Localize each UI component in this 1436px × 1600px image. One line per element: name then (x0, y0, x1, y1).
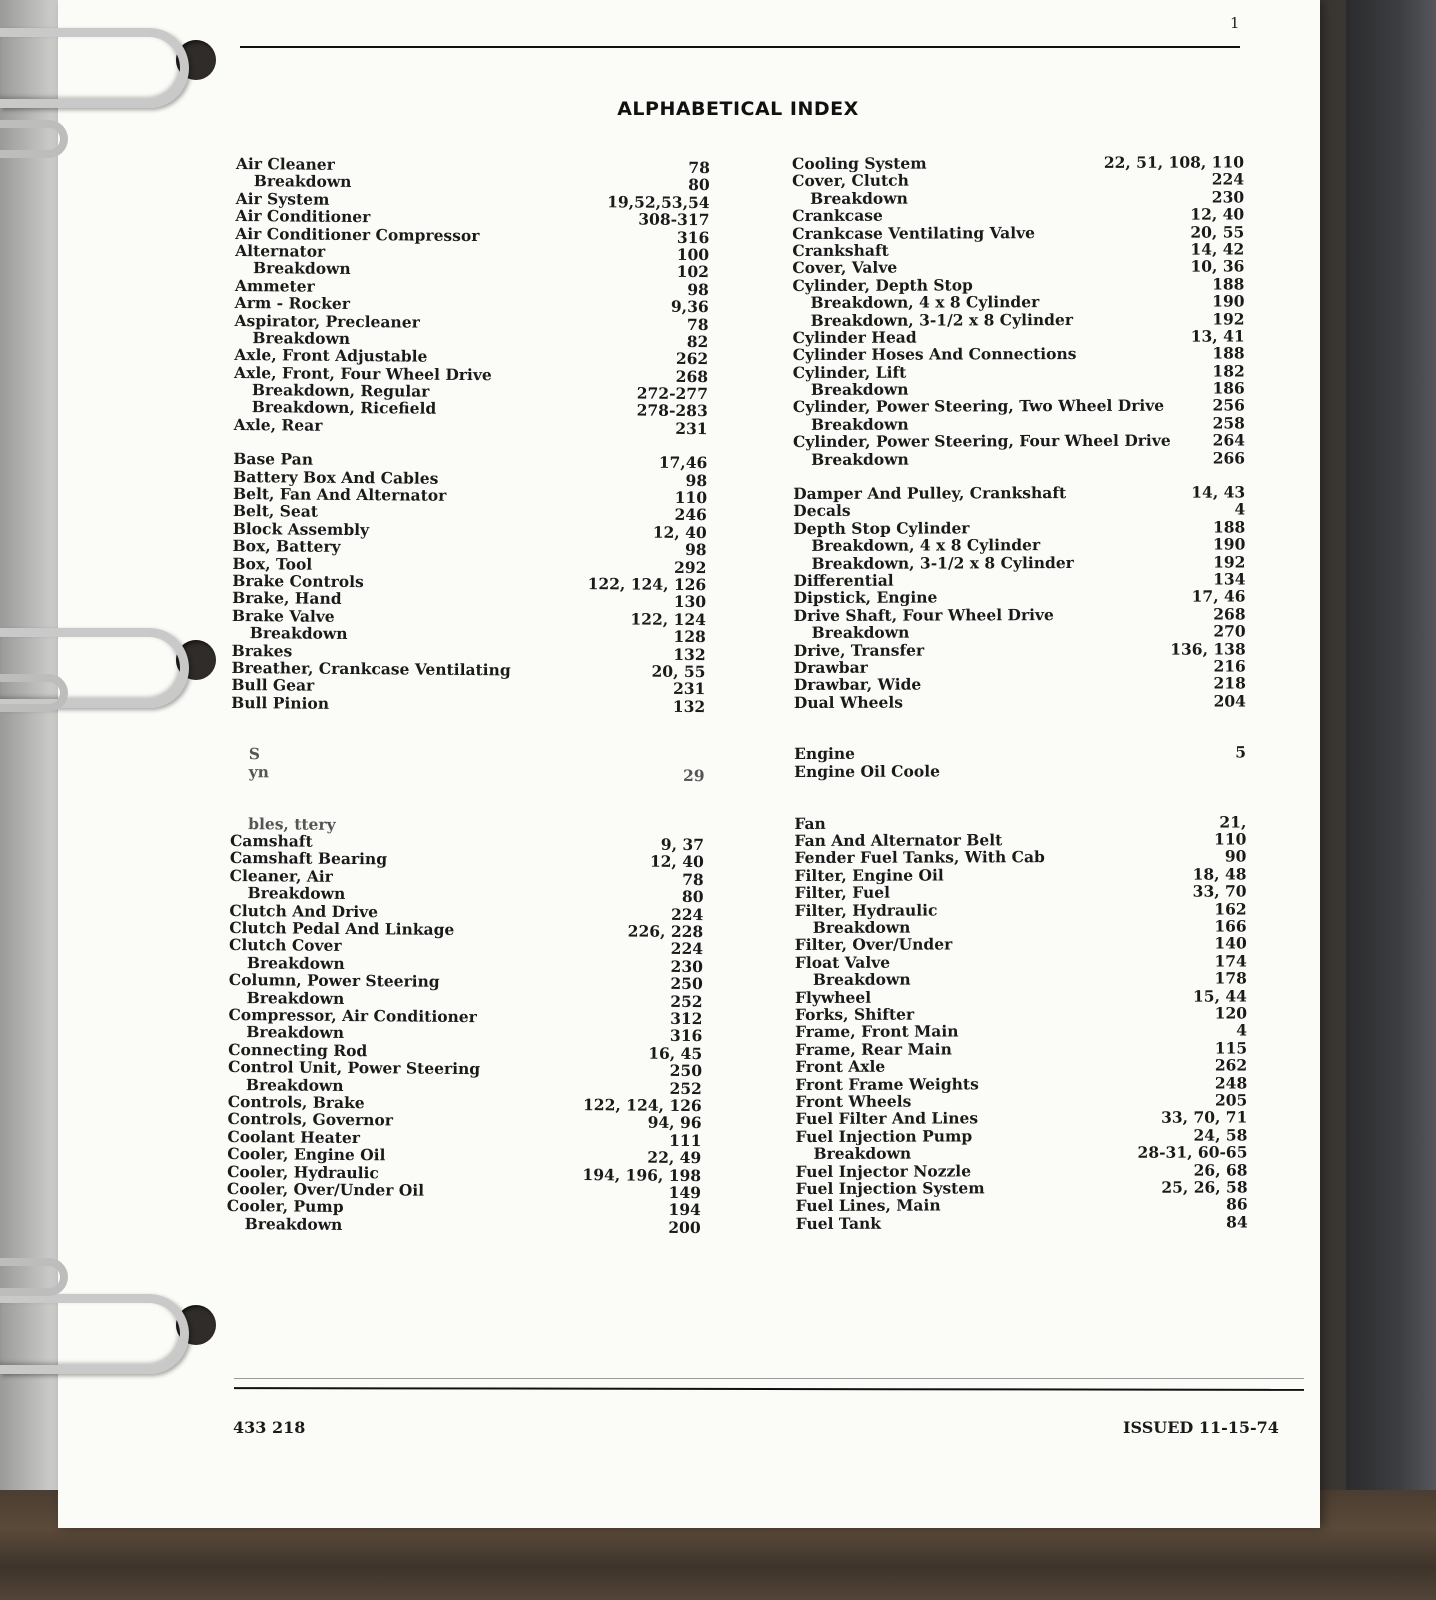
index-page-ref: 122, 124 (630, 609, 707, 629)
index-term: Battery Box And Cables (233, 466, 439, 488)
index-page-ref: 248 (1214, 1072, 1248, 1093)
index-term: Ammeter (234, 275, 315, 296)
index-entry (795, 1057, 1247, 1076)
index-term: Breakdown (810, 414, 909, 434)
index-term: Fan (794, 813, 826, 833)
index-entry (794, 657, 1246, 676)
index-term: Fuel Injector Nozzle (795, 1160, 972, 1181)
index-term: Clutch Cover (229, 935, 342, 956)
index-page-ref: 230 (1211, 187, 1245, 207)
index-term: Axle, Front, Four Wheel Drive (234, 362, 492, 384)
document-number: 433 218 (233, 1418, 306, 1437)
index-term: Fuel Filter And Lines (795, 1108, 979, 1129)
index-term: Cover, Clutch (792, 170, 909, 191)
index-term: Breakdown (812, 969, 911, 990)
index-entry (231, 694, 705, 716)
index-term: Filter, Engine Oil (794, 865, 944, 885)
header-rule (240, 46, 1240, 48)
index-term: Front Wheels (795, 1091, 912, 1111)
binder-ring (0, 674, 68, 712)
index-term: S (248, 744, 261, 764)
index-page-ref: 262 (1214, 1055, 1248, 1075)
index-page-ref: 33, 70 (1192, 881, 1247, 901)
index-term: Crankcase (792, 205, 883, 226)
index-term: Decals (793, 501, 851, 521)
index-page-ref: 4 (1236, 1020, 1248, 1040)
index-page-ref: 250 (669, 1060, 703, 1081)
index-term: Breakdown (245, 1074, 344, 1095)
index-page-ref: 200 (668, 1217, 701, 1237)
index-page-ref: 182 (1212, 361, 1245, 381)
index-entry (794, 692, 1246, 711)
index-term: Engine (794, 743, 856, 764)
index-entry (795, 987, 1247, 1006)
index-page-ref: 111 (668, 1130, 702, 1150)
index-page-ref: 13, 41 (1190, 326, 1245, 346)
index-entry (227, 1215, 701, 1237)
index-page-ref: 78 (686, 314, 709, 334)
index-entry (793, 310, 1245, 329)
index-entry (792, 153, 1244, 172)
index-term: Frame, Front Main (795, 1021, 959, 1042)
index-term: Crankcase Ventilating Valve (792, 222, 1035, 243)
index-term: Breakdown (246, 952, 345, 973)
index-page-ref: 78 (682, 869, 704, 889)
index-page-ref: 12, 40 (649, 852, 704, 872)
index-term: Breakdown (252, 328, 351, 348)
index-term: Compressor, Air Conditioner (228, 1004, 477, 1027)
binder-ring (0, 1294, 189, 1374)
index-entry (794, 865, 1246, 884)
index-page-ref: 110 (1213, 829, 1247, 849)
footer-rule-light (234, 1378, 1304, 1379)
index-page-ref: 102 (676, 262, 710, 282)
index-page-ref: 278-283 (636, 400, 708, 421)
index-page-ref: 246 (674, 505, 707, 525)
index-term: Cover, Valve (792, 257, 898, 278)
index-entry (795, 917, 1247, 936)
index-page-ref: 272-277 (636, 383, 709, 404)
index-term: Forks, Shifter (794, 1004, 915, 1024)
index-entry (794, 710, 1246, 763)
index-page-ref: 192 (1213, 552, 1246, 572)
index-page-ref: 33, 70, 71 (1161, 1107, 1248, 1128)
index-entry (793, 432, 1245, 451)
index-entry (794, 640, 1246, 659)
index-term: Breakdown (252, 258, 351, 279)
index-entry (795, 1004, 1247, 1023)
index-term: Depth Stop Cylinder (793, 518, 970, 538)
index-term: Breakdown, Ricefield (251, 397, 437, 419)
index-entry (794, 796, 1246, 815)
index-page-ref: 312 (670, 1008, 703, 1029)
index-page-ref: 20, 55 (1190, 221, 1245, 242)
index-term: Breakdown, Regular (251, 380, 430, 401)
index-term: Brake Valve (231, 605, 335, 626)
index-term: Aspirator, Precleaner (234, 310, 420, 332)
index-entry (793, 501, 1245, 520)
index-term: Drive Shaft, Four Wheel Drive (793, 604, 1054, 625)
index-term: Brakes (231, 640, 293, 661)
index-term: Breakdown (246, 1022, 345, 1043)
index-entry (794, 675, 1246, 694)
index-term: Connecting Rod (228, 1039, 368, 1060)
index-entry (794, 761, 1246, 780)
binder-cover-right (1346, 0, 1436, 1500)
index-term: Breather, Crankcase Ventilating (231, 657, 511, 680)
index-page-ref: 188 (1212, 274, 1245, 294)
index-term: Cooler, Hydraulic (227, 1161, 379, 1182)
index-page-ref: 132 (672, 696, 706, 716)
index-page-ref: 82 (686, 331, 709, 352)
index-term: Camshaft Bearing (229, 848, 388, 869)
index-page-ref: 250 (670, 974, 703, 994)
index-term: Breakdown (253, 171, 352, 192)
index-entry (793, 362, 1245, 381)
index-term: Cooler, Over/Under Oil (226, 1178, 425, 1200)
index-entry (795, 935, 1247, 954)
index-term: Arm - Rocker (234, 293, 351, 314)
index-entry (792, 206, 1244, 225)
index-page-ref: 136, 138 (1170, 638, 1246, 659)
index-column-right (792, 153, 1248, 1232)
index-page-ref: 115 (1214, 1038, 1248, 1058)
index-page-ref: 174 (1214, 951, 1247, 971)
index-entry (795, 952, 1247, 971)
index-entry (792, 293, 1244, 312)
index-term: Float Valve (794, 952, 891, 972)
index-page-ref: 19,52,53,54 (607, 192, 710, 212)
index-page-ref: 17, 46 (1191, 586, 1246, 606)
index-page-ref: 252 (670, 991, 703, 1011)
index-page-ref: 22, 51, 108, 110 (1103, 152, 1245, 172)
index-page-ref: 190 (1212, 534, 1246, 554)
index-term: Drawbar (793, 657, 868, 677)
index-entry (796, 1213, 1248, 1232)
index-page-ref: 15, 44 (1192, 986, 1247, 1006)
index-term: Breakdown (810, 379, 909, 400)
index-page-ref: 231 (672, 679, 706, 699)
index-entry (792, 188, 1244, 207)
index-term: Breakdown, 4 x 8 Cylinder (810, 292, 1040, 313)
index-term: Fuel Injection System (795, 1178, 985, 1198)
index-term: Breakdown (812, 917, 911, 937)
index-page-ref: 132 (673, 644, 706, 664)
index-page-ref: 178 (1214, 968, 1247, 988)
index-page-ref: 224 (670, 939, 704, 959)
index-term: Front Axle (795, 1056, 886, 1077)
binder-ring (0, 120, 68, 158)
index-term: Differential (793, 570, 894, 590)
index-page-ref: 14, 43 (1191, 482, 1246, 502)
index-term: Base Pan (233, 449, 314, 469)
index-page-ref: 9, 37 (660, 834, 705, 855)
index-term: Breakdown (811, 449, 909, 469)
index-term: Controls, Brake (227, 1091, 365, 1113)
index-page-ref: 84 (1226, 1212, 1248, 1232)
index-entry (794, 813, 1246, 832)
index-page-ref: 149 (668, 1182, 702, 1203)
index-entry (793, 414, 1245, 433)
index-page-ref: 134 (1213, 569, 1246, 589)
index-page-ref: 4 (1234, 499, 1246, 519)
index-page-ref: 122, 124, 126 (582, 1095, 702, 1116)
index-entry (793, 518, 1245, 537)
page-title: ALPHABETICAL INDEX (617, 98, 859, 120)
index-page-ref: 256 (1212, 395, 1245, 416)
index-term: Frame, Rear Main (795, 1039, 952, 1059)
index-page-ref: 20, 55 (651, 661, 706, 682)
index-page-ref: 10, 36 (1190, 256, 1245, 276)
index-entry (796, 1178, 1248, 1197)
index-term: Control Unit, Power Steering (227, 1057, 481, 1079)
index-term: Axle, Front Adjustable (234, 345, 428, 366)
index-term: Axle, Rear (233, 414, 323, 435)
index-page-ref: 292 (673, 557, 707, 577)
index-entry (793, 570, 1245, 589)
index-page-ref: 86 (1226, 1194, 1248, 1214)
index-entry (794, 588, 1246, 607)
index-page-ref: 218 (1213, 673, 1246, 693)
index-page-ref: 224 (670, 904, 704, 924)
index-page-ref: 128 (673, 627, 706, 647)
index-entry (794, 831, 1246, 850)
index-term: Air Conditioner (235, 206, 371, 227)
index-term: Breakdown (246, 987, 345, 1008)
index-term: Cylinder, Power Steering, Four Wheel Drive (792, 430, 1171, 452)
index-page-ref: 98 (684, 540, 707, 560)
index-entry (795, 1109, 1247, 1128)
index-page-ref: 205 (1214, 1090, 1248, 1110)
index-term: Flywheel (794, 987, 872, 1007)
index-page-ref: 29 (682, 765, 705, 785)
index-term: Breakdown (249, 623, 348, 644)
index-page-ref: 166 (1214, 916, 1247, 936)
index-page-ref: 266 (1212, 448, 1246, 468)
index-entry (796, 1196, 1248, 1215)
index-entry (795, 883, 1247, 902)
index-term: Brake Controls (232, 570, 364, 592)
index-page-ref: 21, (1219, 812, 1247, 832)
index-term: Breakdown, 3-1/2 x 8 Cylinder (811, 552, 1074, 573)
index-term: Breakdown, 4 x 8 Cylinder (811, 535, 1041, 556)
index-term: Cylinder, Power Steering, Two Wheel Drive (792, 396, 1165, 417)
index-term: Dual Wheels (793, 692, 904, 712)
index-term: Drawbar, Wide (793, 674, 922, 695)
index-entry (793, 327, 1245, 346)
index-page-ref: 140 (1214, 933, 1247, 953)
index-term: Breakdown (811, 622, 910, 643)
index-term: Breakdown (813, 1143, 912, 1164)
index-entry (231, 711, 705, 767)
index-entry (793, 397, 1245, 416)
index-page-ref: 90 (1224, 846, 1247, 866)
index-entry (793, 379, 1245, 398)
index-term: Dipstick, Engine (793, 587, 938, 608)
index-entry (793, 536, 1245, 555)
index-page-ref: 204 (1213, 691, 1246, 711)
index-entry (793, 466, 1245, 502)
index-page-ref: 94, 96 (647, 1112, 702, 1133)
index-term: Air Cleaner (235, 154, 335, 174)
index-page-ref: 120 (1214, 1003, 1248, 1023)
index-page-ref: 230 (670, 956, 704, 976)
index-term: Crankshaft (792, 240, 889, 260)
index-entry (233, 433, 707, 472)
index-page-ref: 224 (1211, 169, 1245, 189)
index-term: Fan And Alternator Belt (794, 830, 1003, 851)
index-term: Cylinder Hoses And Connections (792, 344, 1077, 365)
index-term: Breakdown (247, 883, 346, 904)
index-page-ref: 316 (676, 227, 710, 247)
index-entry (793, 449, 1245, 468)
index-page-ref: 80 (681, 887, 704, 907)
index-entry (795, 1144, 1247, 1163)
index-term: Fuel Injection Pump (795, 1126, 973, 1146)
index-term: Column, Power Steering (228, 970, 440, 992)
index-page-ref: 9,36 (670, 296, 709, 317)
index-page-ref: 270 (1213, 621, 1246, 641)
index-term: Front Frame Weights (795, 1073, 979, 1094)
index-term: Fuel Tank (795, 1213, 882, 1233)
index-term: Drive, Transfer (793, 640, 925, 660)
index-term: Damper And Pulley, Crankshaft (793, 483, 1067, 504)
index-term: Air Conditioner Compressor (235, 223, 480, 245)
index-entry (795, 1074, 1247, 1093)
index-term: Cleaner, Air (229, 865, 333, 886)
index-page-ref: 262 (675, 349, 709, 369)
index-term: Cooler, Engine Oil (227, 1144, 386, 1165)
index-page-ref: 28-31, 60-65 (1137, 1142, 1248, 1162)
index-term: Controls, Governor (227, 1109, 394, 1130)
issue-date: ISSUED 11-15-74 (1123, 1418, 1279, 1437)
index-entry (792, 171, 1244, 190)
index-page-ref: 316 (669, 1026, 703, 1046)
index-term: Clutch Pedal And Linkage (229, 918, 455, 939)
index-term: Cooling System (791, 153, 927, 173)
index-page-ref: 12, 40 (1190, 204, 1245, 224)
index-term: Bull Pinion (231, 692, 330, 713)
index-entry (792, 275, 1244, 294)
index-term: Breakdown (244, 1213, 343, 1234)
index-page-ref: 194, 196, 198 (582, 1164, 702, 1185)
index-term: Clutch And Drive (229, 900, 379, 921)
index-term: Cooler, Pump (226, 1196, 344, 1217)
index-entry (792, 240, 1244, 259)
index-term: Camshaft (229, 831, 313, 851)
index-term: Filter, Over/Under (794, 934, 953, 955)
index-term: Cylinder, Depth Stop (792, 275, 973, 295)
index-page-ref: 130 (673, 592, 707, 612)
index-page-ref: 190 (1212, 291, 1245, 311)
index-page-ref: 80 (688, 175, 710, 195)
index-entry (793, 345, 1245, 364)
index-entry (795, 900, 1247, 919)
index-entry (794, 848, 1246, 867)
index-term: Cylinder, Lift (792, 362, 907, 382)
index-page-ref: 98 (687, 279, 709, 299)
index-term: Box, Tool (232, 553, 313, 574)
index-page-ref: 188 (1212, 517, 1246, 537)
index-page-ref: 216 (1213, 656, 1246, 676)
index-page-ref: 258 (1212, 413, 1245, 433)
index-entry (794, 778, 1246, 797)
index-term: Cylinder Head (792, 327, 917, 347)
index-page-ref: 186 (1212, 378, 1245, 398)
index-page-ref: 5 (1235, 742, 1247, 762)
index-entry (794, 605, 1246, 624)
index-term: Air System (235, 188, 330, 209)
index-term: bles, ttery (248, 813, 336, 834)
index-term: Filter, Fuel (794, 882, 890, 903)
index-page-ref: 192 (1212, 308, 1245, 329)
index-page-ref: 26, 68 (1193, 1159, 1248, 1180)
index-term: Belt, Fan And Alternator (232, 484, 447, 505)
index-term: Filter, Hydraulic (794, 900, 938, 920)
index-entry (795, 1039, 1247, 1058)
index-page-ref: 252 (669, 1078, 702, 1098)
index-entry (792, 223, 1244, 242)
index-page-ref: 18, 48 (1192, 864, 1247, 884)
index-page-ref: 16, 45 (648, 1043, 703, 1063)
index-page-ref: 308-317 (638, 209, 710, 230)
index-page-ref: 98 (685, 470, 708, 490)
index-entry (795, 1022, 1247, 1041)
index-page-ref: 264 (1212, 430, 1246, 450)
index-page-ref: 110 (674, 487, 708, 508)
index-page-ref: 17,46 (658, 452, 708, 473)
index-term: Fuel Lines, Main (795, 1195, 941, 1216)
index-term: Belt, Seat (232, 501, 319, 522)
index-page-ref: 194 (668, 1200, 701, 1220)
index-page-ref: 100 (676, 244, 710, 265)
index-term: yn (248, 761, 269, 781)
index-term: Coolant Heater (227, 1126, 361, 1147)
index-term: Engine Oil Coole (794, 761, 940, 781)
index-page-ref: 12, 40 (652, 522, 707, 542)
index-entry (792, 258, 1244, 277)
index-term: Box, Battery (232, 536, 341, 557)
index-term: Bull Gear (231, 675, 315, 696)
index-page-ref: 231 (675, 418, 708, 438)
binder-ring (0, 28, 189, 108)
index-page-ref: 122, 124, 126 (587, 574, 707, 595)
index-page-ref: 162 (1214, 899, 1247, 919)
index-page-ref: 22, 49 (647, 1147, 702, 1168)
index-page-ref: 24, 58 (1193, 1125, 1248, 1145)
index-page-ref: 25, 26, 58 (1161, 1177, 1248, 1197)
index-page-ref: 226, 228 (627, 921, 704, 942)
index-column-left (227, 155, 710, 1236)
index-entry (793, 553, 1245, 572)
page-number: 1 (1230, 14, 1240, 32)
index-page-ref: 268 (1213, 604, 1246, 624)
binder-ring (0, 1258, 68, 1296)
index-entry (795, 970, 1247, 989)
index-page-ref: 268 (675, 366, 709, 386)
index-term: Block Assembly (232, 518, 370, 540)
index-page-ref: 78 (688, 157, 710, 178)
index-term: Breakdown, 3-1/2 x 8 Cylinder (810, 309, 1074, 330)
index-term: Brake, Hand (232, 588, 342, 609)
index-term: Breakdown (810, 188, 908, 208)
index-page-ref: 14, 42 (1190, 239, 1245, 259)
index-term: Alternator (235, 240, 326, 261)
index-term: Fender Fuel Tanks, With Cab (794, 847, 1045, 868)
index-page-ref: 188 (1212, 343, 1245, 363)
